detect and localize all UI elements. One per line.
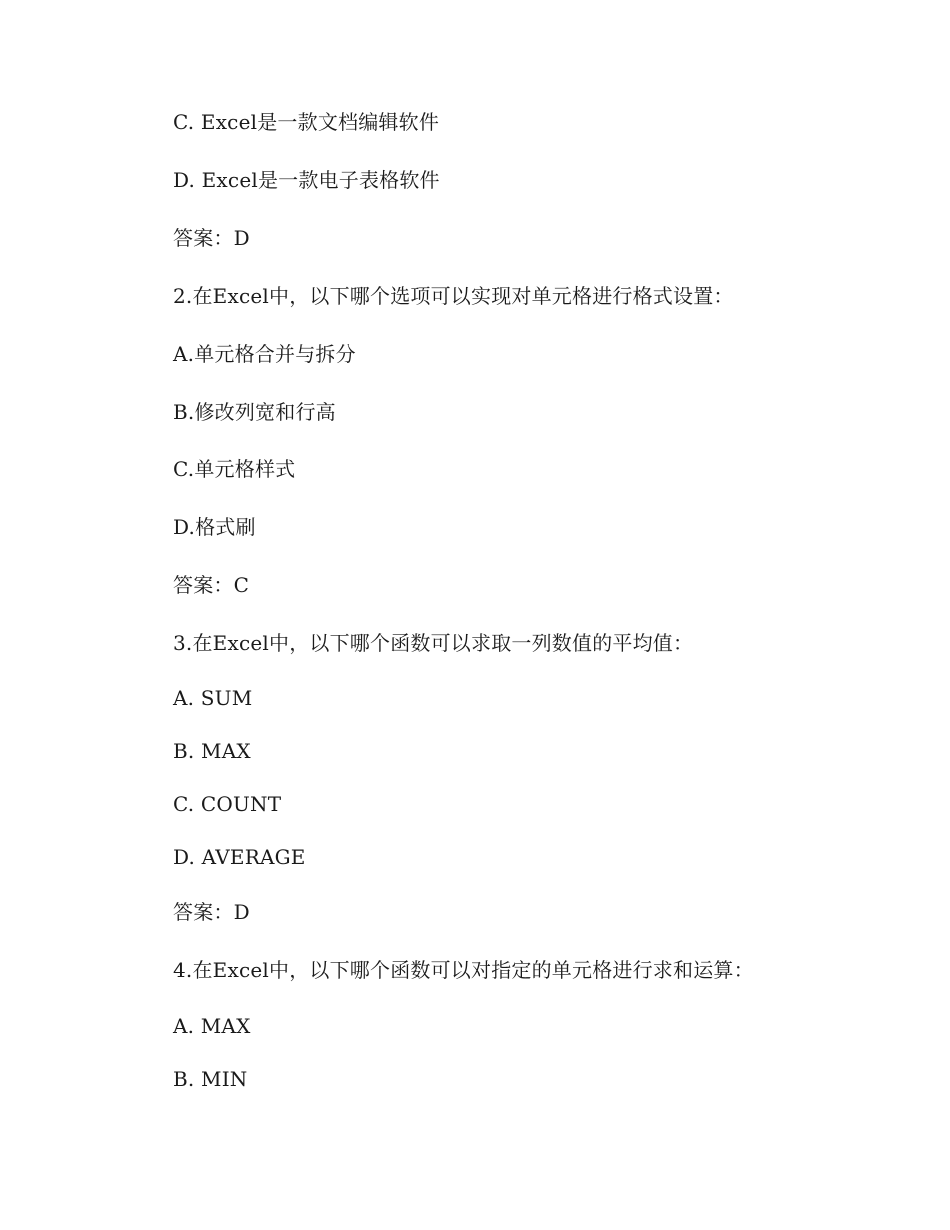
q3-option-a: A. SUM <box>173 686 253 710</box>
q3-option-b: B. MAX <box>173 739 251 763</box>
q3-option-d: D. AVERAGE <box>173 845 306 869</box>
q3-answer: 答案：D <box>173 900 250 924</box>
q2-option-a: A.单元格合并与拆分 <box>173 342 356 366</box>
q2-option-d: D.格式刷 <box>173 515 256 539</box>
q2-question: 2.在Excel中，以下哪个选项可以实现对单元格进行格式设置： <box>173 284 734 308</box>
q1-answer: 答案：D <box>173 226 250 250</box>
q2-option-c: C.单元格样式 <box>173 457 296 481</box>
q4-option-b: B. MIN <box>173 1067 248 1091</box>
q3-option-c: C. COUNT <box>173 792 282 816</box>
q3-question: 3.在Excel中，以下哪个函数可以求取一列数值的平均值： <box>173 631 694 655</box>
q4-option-a: A. MAX <box>173 1014 251 1038</box>
q2-option-b: B.修改列宽和行高 <box>173 400 336 424</box>
q1-option-d: D. Excel是一款电子表格软件 <box>173 168 440 192</box>
q1-option-c: C. Excel是一款文档编辑软件 <box>173 110 440 134</box>
q4-question: 4.在Excel中，以下哪个函数可以对指定的单元格进行求和运算： <box>173 958 754 982</box>
q2-answer: 答案：C <box>173 573 250 597</box>
